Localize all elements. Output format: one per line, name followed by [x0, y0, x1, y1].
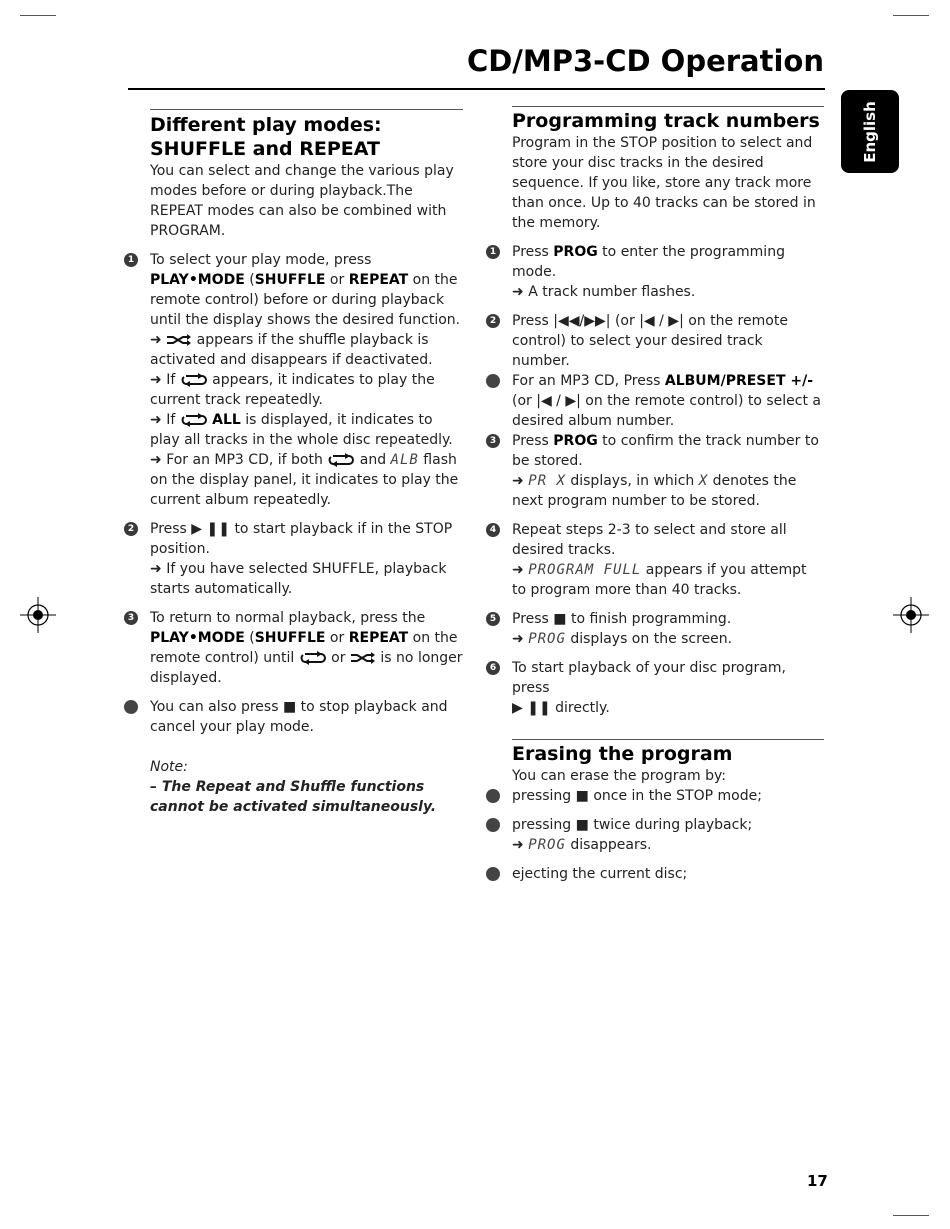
stop-icon: ■	[575, 788, 589, 804]
page-title: CD/MP3-CD Operation	[466, 44, 824, 78]
bullet-icon	[124, 700, 138, 714]
crop-mark	[893, 1215, 929, 1216]
arrow-right-icon: ➜	[150, 561, 162, 577]
step-number: 1	[486, 245, 500, 259]
step-result: ➜ PROGRAM FULL appears if you attempt to program more than 40 tracks.	[512, 562, 807, 598]
arrow-right-icon: ➜	[512, 473, 524, 489]
step-result: ➜ PROG disappears.	[512, 837, 652, 853]
prev-next-icon: |◀ / ▶|	[639, 313, 684, 329]
step-number: 1	[124, 253, 138, 267]
display-text-prog: PROG	[528, 837, 566, 853]
step-number: 2	[486, 314, 500, 328]
shuffle-icon	[350, 652, 376, 664]
display-text-pr-x: PR X	[528, 473, 566, 489]
erasing-intro: You can erase the program by:	[512, 768, 726, 784]
step-number: 4	[486, 523, 500, 537]
bullet-mp3-album	[512, 371, 824, 431]
right-column	[489, 106, 824, 884]
page-number: 17	[807, 1172, 828, 1190]
play-pause-icon: ▶ ❚❚	[191, 521, 235, 537]
arrow-right-icon: ➜	[512, 284, 524, 300]
section-rule	[512, 739, 824, 740]
step-select-track	[489, 311, 824, 371]
crop-mark	[20, 15, 56, 16]
step-result: ➜ appears if the shuffle playback is activated and disappears if deactivated.	[150, 332, 433, 368]
arrow-right-icon: ➜	[512, 631, 524, 647]
left-column	[127, 109, 463, 817]
note	[150, 757, 463, 817]
title-rule	[128, 88, 825, 90]
section-heading-erasing: Erasing the program	[512, 743, 733, 765]
bullet-erase-playback	[512, 815, 824, 855]
step-number: 6	[486, 661, 500, 675]
bullet-text: For an MP3 CD, Press ALBUM/PRESET +/- (or |◀ / ▶| on the remote control) to select a desired album number.	[512, 373, 821, 429]
shuffle-icon	[166, 334, 192, 346]
step-select-play-mode	[127, 250, 463, 510]
arrow-right-icon: ➜	[150, 452, 162, 468]
repeat-icon	[299, 651, 327, 665]
registration-mark-icon	[20, 597, 56, 633]
step-number: 3	[486, 434, 500, 448]
stop-icon: ■	[553, 611, 567, 627]
section-rule	[150, 109, 463, 110]
step-confirm-track	[489, 431, 824, 511]
bullet-eject-disc	[512, 864, 824, 884]
step-text: To select your play mode, press PLAY•MODE (SHUFFLE or REPEAT on the remote control) before or during playback until the display shows the desired function.	[150, 252, 461, 328]
step-result: ➜ A track number flashes.	[512, 284, 696, 300]
arrow-right-icon: ➜	[150, 412, 162, 428]
display-text-program-full: PROGRAM FULL	[528, 562, 642, 578]
stop-icon: ■	[282, 699, 297, 715]
section-heading-programming: Programming track numbers	[512, 110, 820, 132]
crop-mark	[893, 15, 929, 16]
step-text: Press PROG to enter the programming mode.	[512, 244, 785, 280]
arrow-right-icon: ➜	[512, 837, 524, 853]
step-number: 5	[486, 612, 500, 626]
language-tab	[841, 90, 899, 173]
bullet-text: pressing ■ twice during playback;	[512, 817, 753, 833]
bullet-text: ejecting the current disc;	[512, 866, 688, 882]
note-label: Note:	[150, 759, 188, 775]
skip-prev-next-icon: |◀◀/▶▶|	[553, 313, 611, 329]
section-rule	[512, 106, 824, 107]
bullet-icon	[486, 867, 500, 881]
bullet-erase-stop	[512, 786, 824, 806]
note-text: – The Repeat and Shuffle functions cannot be activated simultaneously.	[150, 779, 437, 815]
stop-icon: ■	[575, 817, 589, 833]
display-text-x: X	[698, 473, 709, 489]
arrow-right-icon: ➜	[150, 372, 162, 388]
step-finish-programming	[489, 609, 824, 649]
registration-mark-icon	[893, 597, 929, 633]
step-result: ➜ If appears, it indicates to play the current track repeatedly.	[150, 372, 435, 408]
bullet-icon	[486, 818, 500, 832]
step-text: Press ■ to finish programming.	[512, 611, 732, 627]
step-text: Press PROG to confirm the track number to be stored.	[512, 433, 819, 469]
bullet-stop-playback	[150, 697, 463, 737]
bullet-text: You can also press ■ to stop playback and cancel your play mode.	[150, 699, 448, 735]
prev-next-icon: |◀ / ▶|	[536, 393, 581, 409]
step-result: ➜ PR X displays, in which X denotes the next program number to be stored.	[512, 473, 797, 509]
bullet-text: pressing ■ once in the STOP mode;	[512, 788, 762, 804]
play-modes-intro: You can select and change the various play modes before or during playback.The REPEAT modes can also be combined with PROGRAM.	[150, 163, 454, 239]
display-text-alb: ALB	[390, 452, 419, 468]
step-text: To start playback of your disc program, press	[512, 660, 786, 696]
arrow-right-icon: ➜	[512, 562, 524, 578]
bullet-icon	[486, 789, 500, 803]
step-result: ➜ If ALL is displayed, it indicates to play all tracks in the whole disc repeatedly.	[150, 412, 453, 448]
step-number: 2	[124, 522, 138, 536]
step-return-normal	[127, 608, 463, 688]
repeat-icon	[180, 413, 208, 427]
section-heading-play-modes: Different play modes: SHUFFLE and REPEAT	[150, 114, 382, 160]
repeat-icon	[180, 373, 208, 387]
step-result: ➜ PROG displays on the screen.	[512, 631, 733, 647]
display-text-prog: PROG	[528, 631, 566, 647]
arrow-right-icon: ➜	[150, 332, 162, 348]
step-start-playback	[127, 519, 463, 599]
step-text: Press ▶ ❚❚ to start playback if in the STOP position.	[150, 521, 453, 557]
repeat-icon	[327, 453, 355, 467]
language-tab-label: English	[861, 100, 879, 163]
bullet-icon	[486, 374, 500, 388]
programming-intro: Program in the STOP position to select and store your disc tracks in the desired sequence. If you like, store any track more than once. Up to 40 tracks can be stored in the memory.	[512, 135, 816, 231]
step-repeat-steps	[489, 520, 824, 600]
step-text: To return to normal playback, press the PLAY•MODE (SHUFFLE or REPEAT on the remote control) until or is no longer displayed.	[150, 610, 463, 686]
step-enter-programming	[489, 242, 824, 302]
step-result: ➜ For an MP3 CD, if both and ALB flash on the display panel, it indicates to play the current album repeatedly.	[150, 452, 459, 508]
step-text: ▶ ❚❚ directly.	[512, 700, 610, 716]
step-result: ➜ If you have selected SHUFFLE, playback starts automatically.	[150, 561, 447, 597]
play-pause-icon: ▶ ❚❚	[512, 700, 551, 716]
step-text: Repeat steps 2-3 to select and store all desired tracks.	[512, 522, 787, 558]
step-number: 3	[124, 611, 138, 625]
step-text: Press |◀◀/▶▶| (or |◀ / ▶| on the remote control) to select your desired track number.	[512, 313, 788, 369]
step-start-program-playback	[489, 658, 824, 718]
